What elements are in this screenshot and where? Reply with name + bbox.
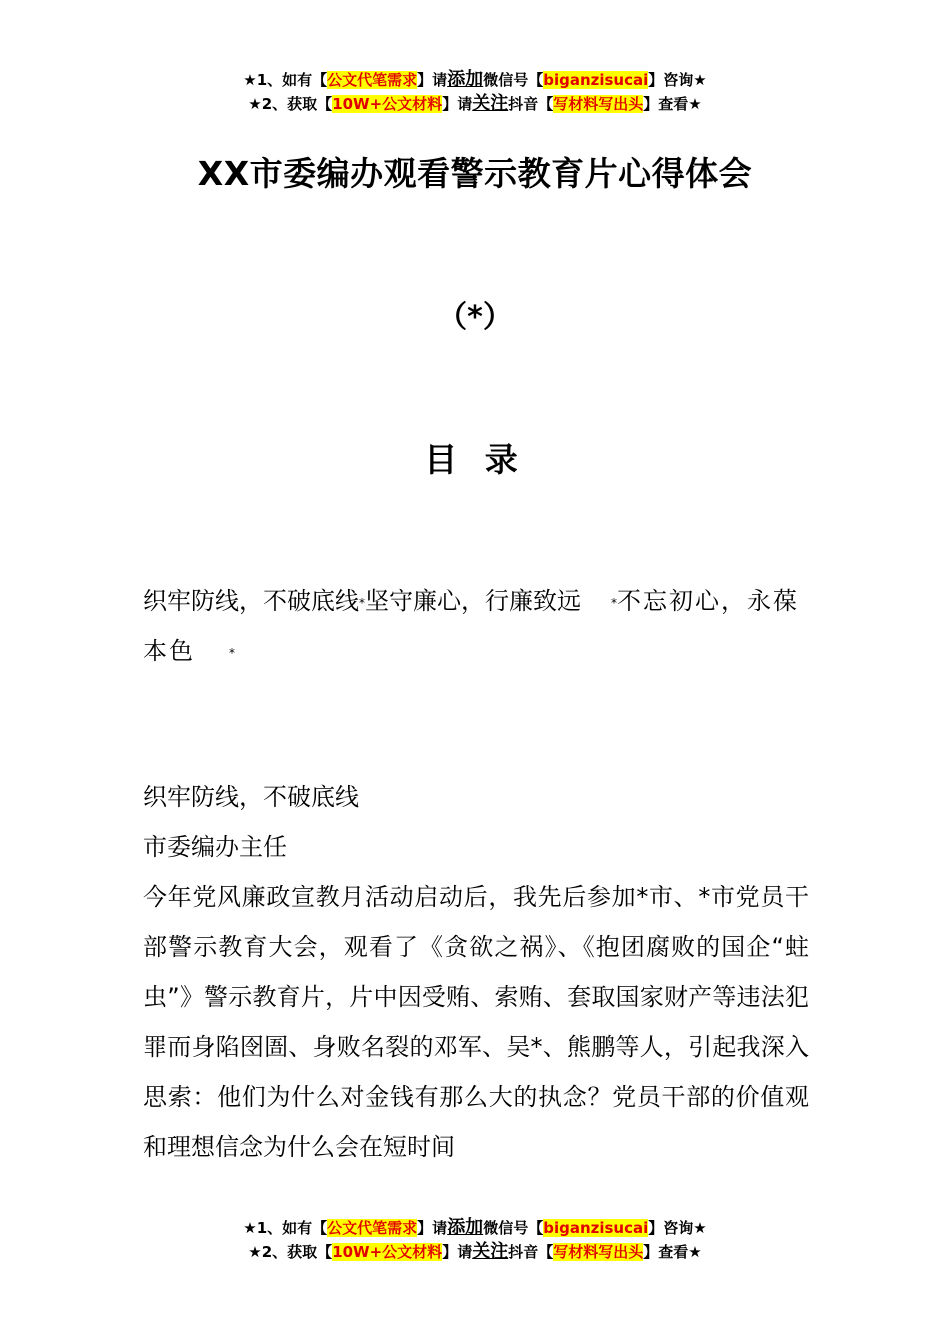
highlight-materials: 10W+公文材料	[332, 95, 443, 113]
highlight-materials: 10W+公文材料	[332, 1243, 443, 1261]
highlight-douyin-account: 写材料写出头	[553, 95, 644, 113]
promo-banner-bottom	[0, 1216, 950, 1264]
highlight-douyin-account: 写材料写出头	[553, 1243, 644, 1261]
highlight-service: 公文代笔需求	[327, 71, 418, 89]
promo-banner-top	[0, 68, 950, 116]
promo-line-1: ★1、如有【公文代笔需求】请添加微信号【biganzisucai】咨询★	[243, 69, 707, 90]
article-author: 市委编办主任	[143, 833, 287, 861]
toc-heading: 目 录	[424, 440, 526, 479]
highlight-wechat-id: biganzisucai	[543, 71, 649, 89]
promo-line-2: ★2、获取【10W+公文材料】请关注抖音【写材料写出头】查看★	[248, 93, 702, 114]
article-title: 织牢防线，不破底线	[143, 783, 359, 811]
highlight-service: 公文代笔需求	[327, 1219, 418, 1237]
document-title: XX市委编办观看警示教育片心得体会	[197, 154, 753, 193]
toc-item[interactable]: 坚守廉心，行廉致远 *	[365, 587, 617, 615]
table-of-contents	[143, 576, 809, 676]
promo-line-1: ★1、如有【公文代笔需求】请添加微信号【biganzisucai】咨询★	[243, 1217, 707, 1238]
toc-item[interactable]: 不忘初心，永葆本色 *	[143, 587, 799, 665]
article-paragraph: 今年党风廉政宣教月活动启动后，我先后参加*市、*市党员干部警示教育大会，观看了《贪欲之祸》、《抱团腐败的国企“蛀虫”》警示教育片，片中因受贿、索贿、套取国家财产等违法犯罪而身陷囹圄、身败名裂的邓军、吴*、熊鹏等人，引起我深入思索：他们为什么对金钱有那么大的执念？党员干部的价值观和理想信念为什么会在短时间	[143, 883, 809, 1161]
promo-line-2: ★2、获取【10W+公文材料】请关注抖音【写材料写出头】查看★	[248, 1241, 702, 1262]
toc-item[interactable]: 织牢防线，不破底线*	[143, 587, 365, 615]
document-subtitle: （*）	[437, 300, 513, 335]
highlight-wechat-id: biganzisucai	[543, 1219, 649, 1237]
article-body	[143, 772, 809, 1172]
